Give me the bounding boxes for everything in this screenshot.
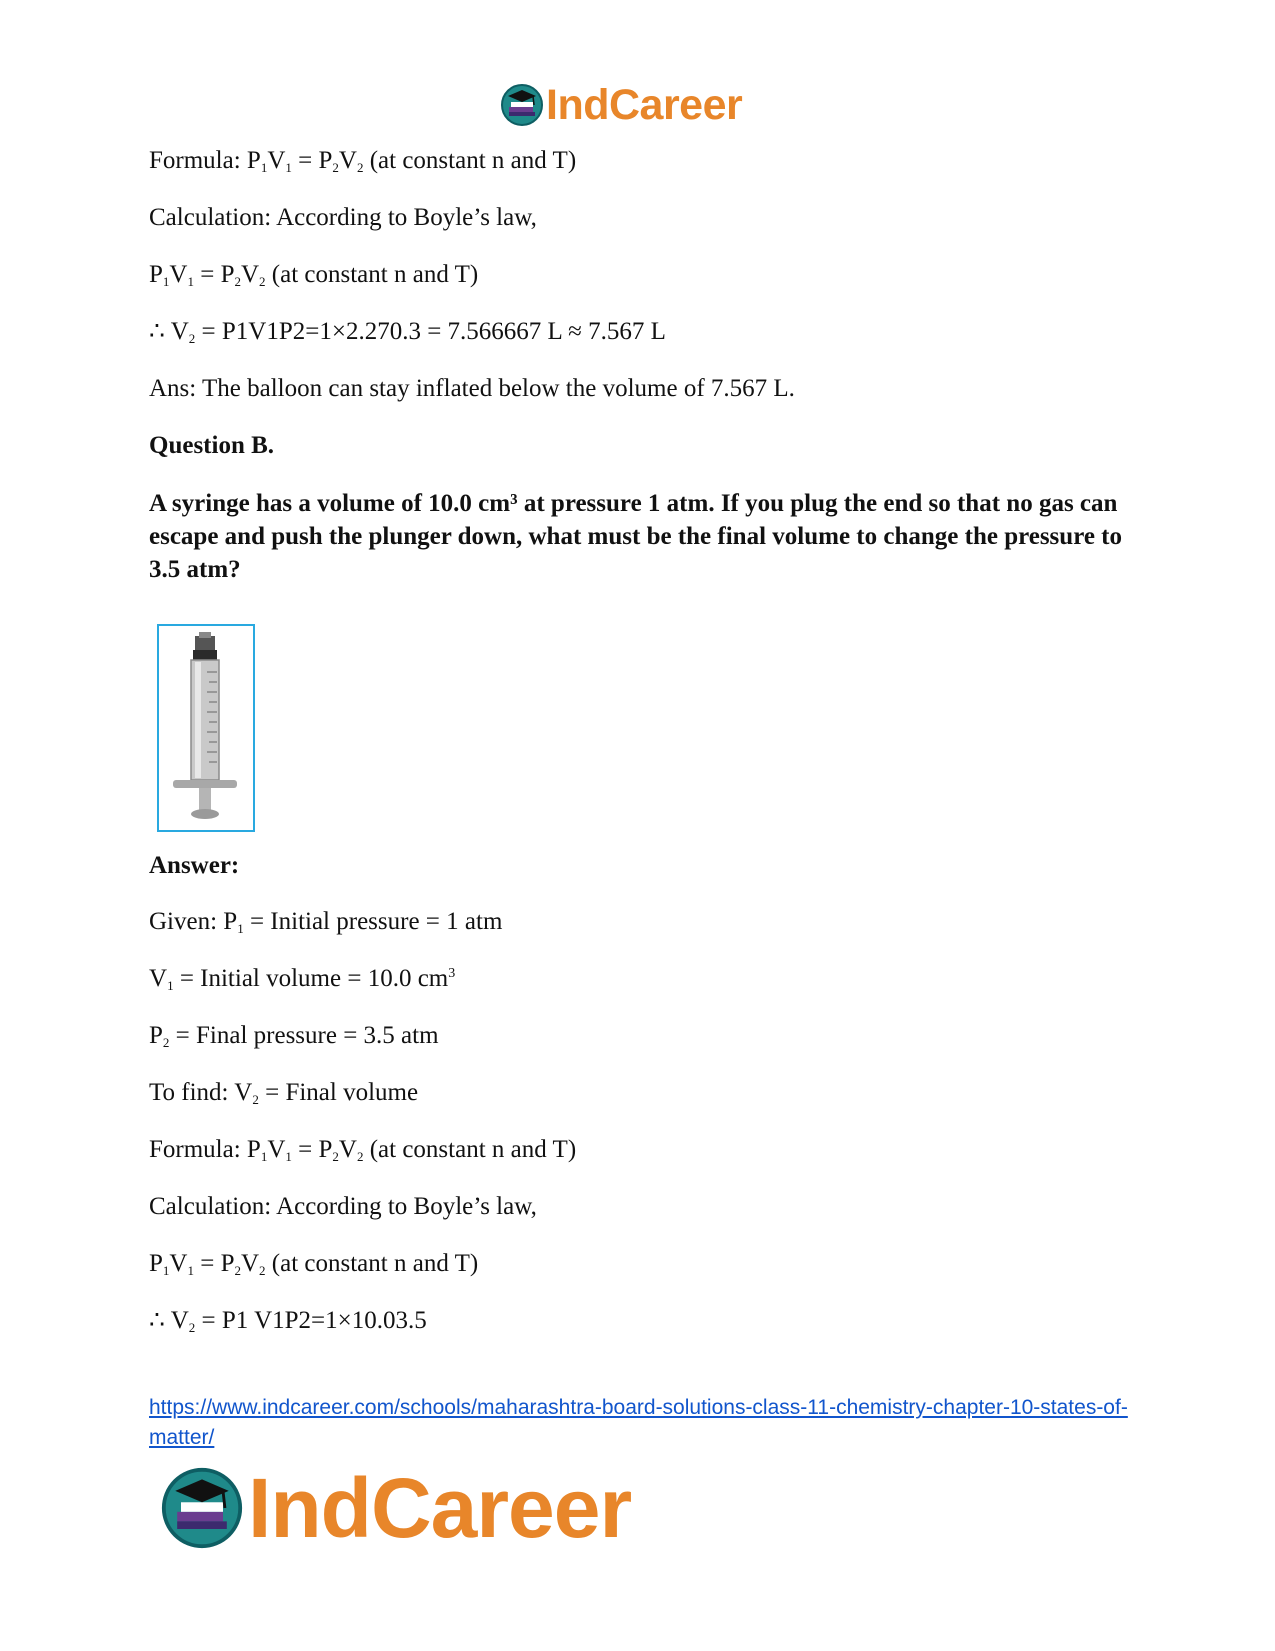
indcareer-footer-logo[interactable] [160, 1463, 631, 1553]
syringe-image [157, 624, 255, 832]
logo-text: IndCareer [546, 80, 743, 129]
formula-line-2: Formula: $P_1V_1 = P_2V_2$ (at constant n and T) [149, 1136, 577, 1164]
given-v1: $V_1$ = Initial volume = 10.0 $cm^3$ [149, 965, 456, 993]
boyle-equation: $P_1V_1 = P_2V_2$ (at constant n and T) [149, 261, 479, 289]
v2-result-line: ∴ $V_2 = P1V1P2=1\times 2.270.3 = 7.566667$ L ≈ 7.567 L [149, 318, 666, 346]
to-find-line: To find: $V_2$ = Final volume [149, 1079, 419, 1107]
boyle-equation-2: $P_1V_1 = P_2V_2$ (at constant n and T) [149, 1250, 479, 1278]
calculation-line-2: Calculation: According to Boyle’s law, [149, 1193, 537, 1220]
graduation-globe-icon [160, 1466, 244, 1550]
answer-heading: Answer: [149, 852, 240, 879]
graduation-globe-icon [500, 83, 544, 127]
answer-statement: Ans: The balloon can stay inflated below the volume of 7.567 L. [149, 375, 795, 402]
given-p2: $P_2$ = Final pressure = 3.5 atm [149, 1022, 439, 1050]
formula-line: Formula: $P_1V_1 = P_2V_2$ (at constant n and T) [149, 147, 577, 175]
v2-final-line: ∴ $V_2 = P1$ V1P2=1×10.03.5 [149, 1307, 427, 1335]
indcareer-logo[interactable] [500, 80, 742, 130]
syringe-icon [159, 626, 253, 830]
footer-logo-text: IndCareer [248, 1461, 632, 1555]
given-p1: Given: $P_1$ = Initial pressure = 1 atm [149, 908, 503, 936]
question-text: A syringe has a volume of 10.0 cm³ at pressure 1 atm. If you plug the end so that no gas can escape and push the plunger down, what must be the final volume to change the pressure to 3.5 atm? [149, 490, 1123, 583]
calculation-line: Calculation: According to Boyle’s law, [149, 204, 537, 231]
question-heading: Question B. [149, 432, 275, 459]
source-link[interactable]: https://www.indcareer.com/schools/maharashtra-board-solutions-class-11-chemistry-chapter-10-states-of-matter/ [149, 1396, 1128, 1449]
